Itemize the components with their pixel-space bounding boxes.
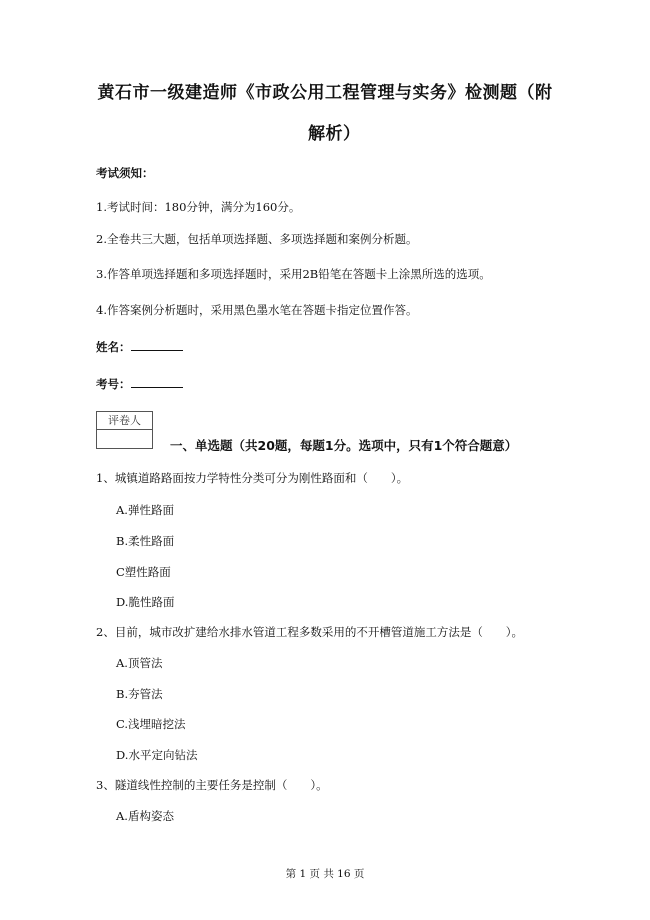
name-blank-line xyxy=(131,338,183,351)
grader-label: 评卷人 xyxy=(97,412,152,430)
name-field xyxy=(96,338,183,355)
instruction-item-1: 1.考试时间：180分钟，满分为160分。 xyxy=(96,200,301,214)
question-1-option-b: B.柔性路面 xyxy=(116,534,175,548)
document-title-line-2: 解析） xyxy=(308,124,361,144)
question-2-option-a: A.顶管法 xyxy=(116,656,163,670)
question-1-option-d: D.脆性路面 xyxy=(116,595,175,609)
instruction-item-3: 3.作答单项选择题和多项选择题时，采用2B铅笔在答题卡上涂黑所选的选项。 xyxy=(96,267,491,281)
question-3-stem: 3、隧道线性控制的主要任务是控制（ ）。 xyxy=(96,778,328,792)
question-2-option-d: D.水平定向钻法 xyxy=(116,748,198,762)
name-label: 姓名： xyxy=(96,340,131,354)
grader-box xyxy=(96,411,153,449)
exam-number-label: 考号： xyxy=(96,377,131,391)
question-2-option-b: B.夯管法 xyxy=(116,687,163,701)
page-footer: 第 1 页 共 16 页 xyxy=(285,868,365,880)
section-heading: 一、单选题（共20题，每题1分。选项中，只有1个符合题意） xyxy=(170,438,518,453)
instruction-item-2: 2.全卷共三大题，包括单项选择题、多项选择题和案例分析题。 xyxy=(96,232,418,246)
question-3-option-a: A.盾构姿态 xyxy=(116,809,174,823)
instruction-item-4: 4.作答案例分析题时，采用黑色墨水笔在答题卡指定位置作答。 xyxy=(96,303,418,317)
document-title-line-1: 黄石市一级建造师《市政公用工程管理与实务》检测题（附 xyxy=(97,83,553,103)
exam-number-field xyxy=(96,375,183,392)
question-2-stem: 2、目前，城市改扩建给水排水管道工程多数采用的不开槽管道施工方法是（ ）。 xyxy=(96,625,524,639)
question-1-option-a: A.弹性路面 xyxy=(116,503,174,517)
exam-number-blank-line xyxy=(131,375,183,388)
question-1-option-c: C塑性路面 xyxy=(116,565,171,579)
question-2-option-c: C.浅埋暗挖法 xyxy=(116,717,186,731)
question-1-stem: 1、城镇道路路面按力学特性分类可分为刚性路面和（ ）。 xyxy=(96,471,409,485)
instructions-heading: 考试须知： xyxy=(96,166,154,180)
